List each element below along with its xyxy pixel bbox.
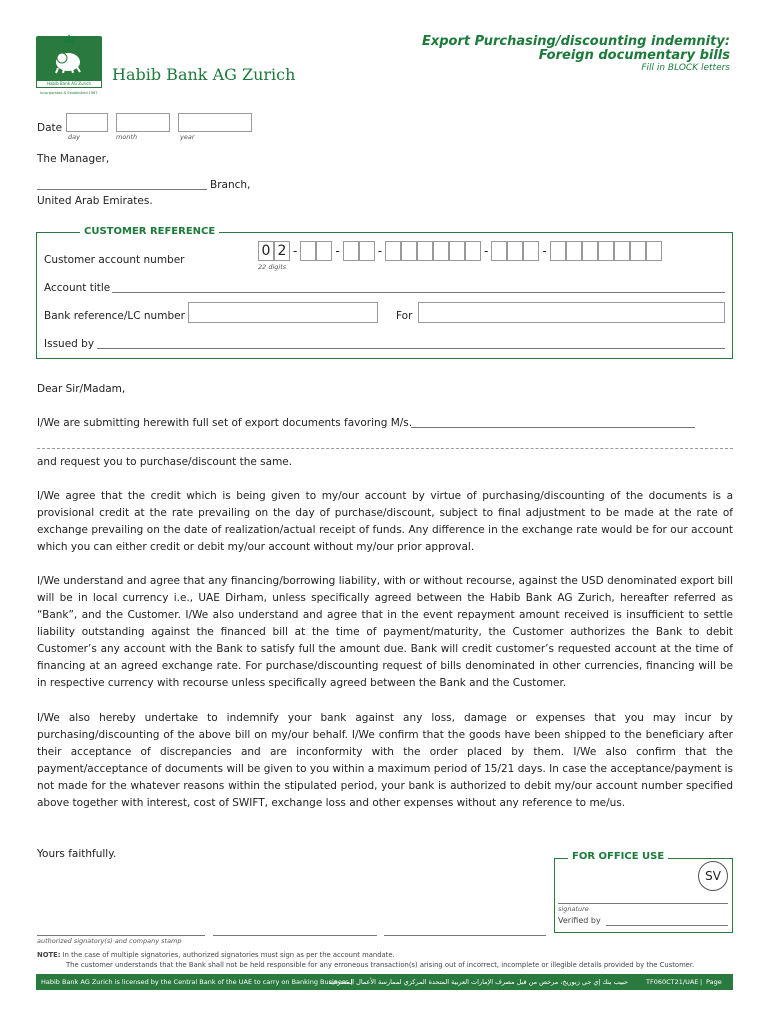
note-line2: The customer understands that the Bank shall not be held responsible for any erroneous transaction(s) arising out of incorrect, incomplete or illegible details provided by the Customer. [66,961,695,969]
account-digit[interactable] [507,241,523,261]
logo-subtext: Incorporated & Established 1967 [40,91,98,95]
date-year-field[interactable] [178,113,252,132]
form-title-line2: Foreign documentary bills [538,48,730,63]
account-digit[interactable] [566,241,582,261]
bank-reference-label: Bank reference/LC number [44,310,185,322]
account-number-label: Customer account number [44,254,185,266]
lion-icon [48,48,88,74]
branch-label: Branch, [210,179,251,191]
note [37,951,395,959]
account-digit[interactable] [630,241,646,261]
account-number-field[interactable] [258,241,662,261]
form-title-line1: Export Purchasing/discounting indemnity: [421,34,730,49]
account-digit[interactable]: 2 [274,241,290,261]
account-digit[interactable] [300,241,316,261]
issued-by-field[interactable] [97,348,725,349]
date-month-label: month [116,133,138,141]
account-title-field[interactable] [112,292,725,293]
account-digit[interactable] [385,241,401,261]
beneficiary-name-field[interactable] [411,427,695,428]
paragraph-credit: I/We agree that the credit which is being given to my/our account by virtue of purchasing/discounting of the documents is a provisional credit at the rate prevailing on the day of purchase/discount, subject to final adjustment to be made at the rate of exchange prevailing on the date of realization/actual receipt of funds. Any difference in the exchange rate would be for our account which you can either credit or debit my/our account without my/our prior approval. [37,490,733,553]
account-digit[interactable]: 0 [258,241,274,261]
signature-label: signature [558,905,589,913]
signatory-line-2[interactable] [213,935,377,936]
signatory-line-1[interactable] [37,935,205,936]
footer-arabic: حبيب بنك إي جي زيوريخ، مرخص من قبل مصرف الإمارات العربية المتحدة المركزي لممارسة الأعمال المصرفية [328,978,628,986]
separator: - [293,244,298,258]
account-digit[interactable] [491,241,507,261]
date-month-field[interactable] [116,113,170,132]
country-line: United Arab Emirates. [37,195,153,207]
salutation: Dear Sir/Madam, [37,383,126,395]
separator: - [484,244,489,258]
bank-reference-field[interactable] [188,302,378,323]
account-digit[interactable] [449,241,465,261]
separator: - [377,244,383,258]
account-digit[interactable] [316,241,332,261]
date-label: Date [37,122,63,134]
verified-by-field[interactable] [606,925,728,926]
for-field[interactable] [418,302,725,323]
account-digit[interactable] [598,241,614,261]
footer-separator: | [700,978,703,986]
fill-instruction: Fill in BLOCK letters [641,63,730,73]
account-title-label: Account title [44,282,111,294]
manager-line: The Manager, [37,153,110,165]
account-digit[interactable] [343,241,359,261]
request-line: and request you to purchase/discount the same. [37,456,293,468]
bank-name: Habib Bank AG Zurich [112,65,296,84]
separator: - [335,244,340,258]
logo-band [36,80,102,88]
issued-by-label: Issued by [44,338,95,350]
footer-form-code: TF060CT21/UAE [646,978,699,986]
note-label: NOTE: [37,951,61,959]
office-use-title: FOR OFFICE USE [568,851,668,862]
submitting-line: I/We are submitting herewith full set of export documents favoring M/s. [37,417,413,429]
footer-page: Page 1/1 [706,978,722,1002]
for-label: For [396,310,413,322]
verified-by-label: Verified by [558,916,601,925]
account-digit[interactable] [359,241,375,261]
digits-note: 22 digits [258,263,287,271]
footer-license: Habib Bank AG Zurich is licensed by the Central Bank of the UAE to carry on Banking Business | [41,978,353,986]
account-digit[interactable] [550,241,566,261]
branch-name-field[interactable] [37,189,207,190]
account-digit[interactable] [646,241,662,261]
customer-reference-title: CUSTOMER REFERENCE [80,226,219,237]
account-digit[interactable] [523,241,539,261]
signatory-line-3[interactable] [384,935,546,936]
date-day-label: day [68,133,80,141]
account-digit[interactable] [582,241,598,261]
account-digit[interactable] [401,241,417,261]
beneficiary-name-continuation[interactable] [37,448,733,449]
separator: - [542,244,547,258]
logo-text: Habib Bank AG Zurich [46,81,92,86]
signatories-label: authorized signatory(s) and company stamp [37,937,182,945]
sv-stamp: SV [698,861,728,891]
account-digit[interactable] [465,241,481,261]
paragraph-indemnity: I/We also hereby undertake to indemnify your bank against any loss, damage or expenses that you may incur by purchasing/discounting of the above bill on my/our behalf. I/We confirm that the goods have been shipped to the beneficiary after their acceptance of discrepancies and are inconformity with the order placed by them. I/We also confirm that the payment/acceptance of documents will be given to you within a maximum period of 15/21 days. In case the acceptance/payment is not made for the whatever reasons within the stipulated period, your bank is authorized to debit my/our account number specified above together with interest, cost of SWIFT, exchange loss and other expenses without any reference to me/us. [37,712,733,809]
date-year-label: year [180,133,195,141]
note-line1: In the case of multiple signatories, authorized signatories must sign as per the account mandate. [62,951,395,959]
account-digit[interactable] [614,241,630,261]
footer-bar [36,974,733,1002]
office-signature-field[interactable] [558,903,728,904]
crown-icon [62,32,76,46]
closing: Yours faithfully. [37,848,117,860]
account-digit[interactable] [417,241,433,261]
account-digit[interactable] [433,241,449,261]
date-day-field[interactable] [66,113,108,132]
paragraph-financing: I/We understand and agree that any financing/borrowing liability, with or without recourse, against the USD denominated export bill will be in local currency i.e., UAE Dirham, unless specifically agreed between the Habib Bank AG Zurich, hereafter referred as “Bank”, and the Customer. I/We also understand and agree that in the event repayment amount received is insufficient to settle liability outstanding against the financed bill at the time of payment/maturity, the Customer authorizes the Bank to debit Customer’s any account with the Bank to satisfy full the amount due. Bank will credit customer’s requested account at the time of financing at an agreed exchange rate. For purchase/discounting request of bills denominated in other currencies, financing will be in respective currency with recourse unless specifically agreed between the Bank and the Customer. [37,575,733,689]
